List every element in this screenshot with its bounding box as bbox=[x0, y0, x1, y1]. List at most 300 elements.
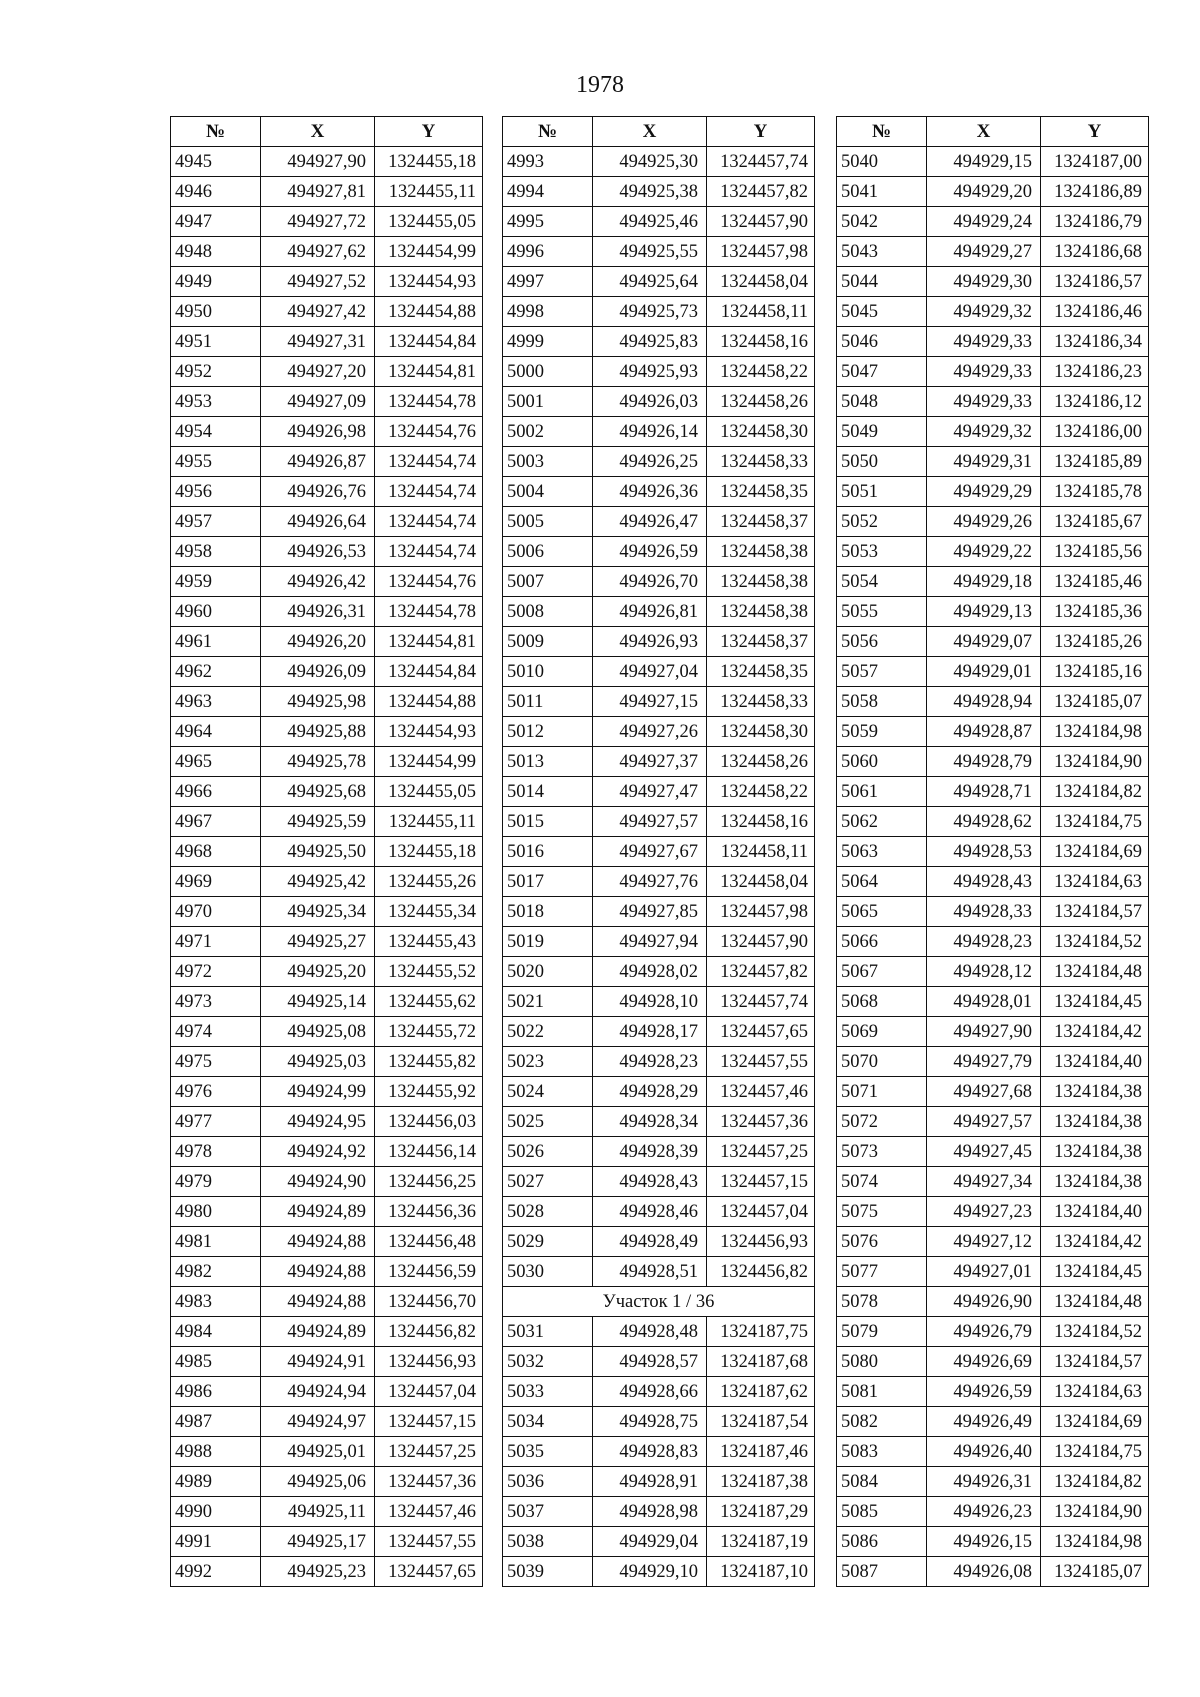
y-coordinate-cell: 1324455,72 bbox=[375, 1017, 483, 1047]
y-coordinate-cell: 1324456,48 bbox=[375, 1227, 483, 1257]
point-number-cell: 5028 bbox=[503, 1197, 593, 1227]
table-row bbox=[503, 417, 815, 447]
y-coordinate-cell: 1324457,36 bbox=[707, 1107, 815, 1137]
y-coordinate-cell: 1324186,00 bbox=[1041, 417, 1149, 447]
x-coordinate-cell: 494927,31 bbox=[261, 327, 375, 357]
point-number-cell: 4964 bbox=[171, 717, 261, 747]
x-coordinate-cell: 494925,08 bbox=[261, 1017, 375, 1047]
header-row bbox=[837, 117, 1149, 147]
point-number-cell: 5021 bbox=[503, 987, 593, 1017]
table-row bbox=[171, 507, 483, 537]
table-row bbox=[503, 777, 815, 807]
point-number-cell: 5046 bbox=[837, 327, 927, 357]
y-coordinate-cell: 1324187,75 bbox=[707, 1317, 815, 1347]
x-coordinate-cell: 494927,67 bbox=[593, 837, 707, 867]
x-coordinate-cell: 494926,03 bbox=[593, 387, 707, 417]
point-number-cell: 5087 bbox=[837, 1557, 927, 1587]
y-coordinate-cell: 1324456,82 bbox=[707, 1257, 815, 1287]
x-coordinate-cell: 494926,25 bbox=[593, 447, 707, 477]
y-coordinate-cell: 1324454,99 bbox=[375, 237, 483, 267]
table-row bbox=[503, 507, 815, 537]
y-coordinate-cell: 1324454,74 bbox=[375, 537, 483, 567]
point-number-cell: 5068 bbox=[837, 987, 927, 1017]
point-number-cell: 4953 bbox=[171, 387, 261, 417]
table-row bbox=[837, 897, 1149, 927]
point-number-cell: 5018 bbox=[503, 897, 593, 927]
y-coordinate-cell: 1324456,36 bbox=[375, 1197, 483, 1227]
y-coordinate-cell: 1324184,40 bbox=[1041, 1047, 1149, 1077]
table-row bbox=[837, 327, 1149, 357]
y-coordinate-cell: 1324455,11 bbox=[375, 807, 483, 837]
point-number-cell: 5080 bbox=[837, 1347, 927, 1377]
x-coordinate-cell: 494925,01 bbox=[261, 1437, 375, 1467]
y-coordinate-cell: 1324187,10 bbox=[707, 1557, 815, 1587]
x-coordinate-cell: 494928,43 bbox=[927, 867, 1041, 897]
point-number-cell: 5086 bbox=[837, 1527, 927, 1557]
y-coordinate-cell: 1324185,07 bbox=[1041, 1557, 1149, 1587]
x-coordinate-cell: 494926,15 bbox=[927, 1527, 1041, 1557]
point-number-cell: 5023 bbox=[503, 1047, 593, 1077]
table-row bbox=[837, 1197, 1149, 1227]
table-row bbox=[171, 1017, 483, 1047]
header-y: Y bbox=[707, 117, 815, 147]
table-row bbox=[503, 1377, 815, 1407]
point-number-cell: 4996 bbox=[503, 237, 593, 267]
point-number-cell: 5034 bbox=[503, 1407, 593, 1437]
y-coordinate-cell: 1324187,19 bbox=[707, 1527, 815, 1557]
table-row bbox=[837, 387, 1149, 417]
point-number-cell: 4976 bbox=[171, 1077, 261, 1107]
x-coordinate-cell: 494924,91 bbox=[261, 1347, 375, 1377]
table-row bbox=[171, 1287, 483, 1317]
table-row bbox=[503, 987, 815, 1017]
y-coordinate-cell: 1324457,04 bbox=[707, 1197, 815, 1227]
x-coordinate-cell: 494926,49 bbox=[927, 1407, 1041, 1437]
coordinates-table-3 bbox=[836, 116, 1149, 1587]
point-number-cell: 5001 bbox=[503, 387, 593, 417]
x-coordinate-cell: 494929,33 bbox=[927, 327, 1041, 357]
point-number-cell: 4971 bbox=[171, 927, 261, 957]
x-coordinate-cell: 494926,81 bbox=[593, 597, 707, 627]
x-coordinate-cell: 494925,34 bbox=[261, 897, 375, 927]
y-coordinate-cell: 1324456,93 bbox=[707, 1227, 815, 1257]
point-number-cell: 5067 bbox=[837, 957, 927, 987]
table-row bbox=[503, 897, 815, 927]
y-coordinate-cell: 1324458,38 bbox=[707, 567, 815, 597]
table-row bbox=[171, 987, 483, 1017]
point-number-cell: 4945 bbox=[171, 147, 261, 177]
x-coordinate-cell: 494929,13 bbox=[927, 597, 1041, 627]
table-row bbox=[171, 1227, 483, 1257]
y-coordinate-cell: 1324458,30 bbox=[707, 717, 815, 747]
y-coordinate-cell: 1324184,48 bbox=[1041, 1287, 1149, 1317]
table-row bbox=[503, 1197, 815, 1227]
point-number-cell: 5029 bbox=[503, 1227, 593, 1257]
point-number-cell: 4989 bbox=[171, 1467, 261, 1497]
point-number-cell: 4966 bbox=[171, 777, 261, 807]
y-coordinate-cell: 1324457,74 bbox=[707, 147, 815, 177]
table-row bbox=[503, 747, 815, 777]
point-number-cell: 4997 bbox=[503, 267, 593, 297]
y-coordinate-cell: 1324454,74 bbox=[375, 447, 483, 477]
x-coordinate-cell: 494929,26 bbox=[927, 507, 1041, 537]
x-coordinate-cell: 494929,31 bbox=[927, 447, 1041, 477]
point-number-cell: 5071 bbox=[837, 1077, 927, 1107]
point-number-cell: 5085 bbox=[837, 1497, 927, 1527]
x-coordinate-cell: 494924,95 bbox=[261, 1107, 375, 1137]
y-coordinate-cell: 1324184,63 bbox=[1041, 867, 1149, 897]
table-row bbox=[171, 837, 483, 867]
x-coordinate-cell: 494926,47 bbox=[593, 507, 707, 537]
point-number-cell: 4958 bbox=[171, 537, 261, 567]
point-number-cell: 5075 bbox=[837, 1197, 927, 1227]
point-number-cell: 4987 bbox=[171, 1407, 261, 1437]
x-coordinate-cell: 494928,33 bbox=[927, 897, 1041, 927]
table-row bbox=[837, 627, 1149, 657]
x-coordinate-cell: 494926,36 bbox=[593, 477, 707, 507]
table-row bbox=[503, 207, 815, 237]
point-number-cell: 5073 bbox=[837, 1137, 927, 1167]
y-coordinate-cell: 1324455,11 bbox=[375, 177, 483, 207]
point-number-cell: 5036 bbox=[503, 1467, 593, 1497]
point-number-cell: 5000 bbox=[503, 357, 593, 387]
point-number-cell: 5007 bbox=[503, 567, 593, 597]
table-row bbox=[837, 1107, 1149, 1137]
y-coordinate-cell: 1324454,78 bbox=[375, 597, 483, 627]
table-row bbox=[837, 687, 1149, 717]
table-row bbox=[837, 1467, 1149, 1497]
point-number-cell: 4988 bbox=[171, 1437, 261, 1467]
x-coordinate-cell: 494925,59 bbox=[261, 807, 375, 837]
section-row bbox=[503, 1287, 815, 1317]
y-coordinate-cell: 1324458,35 bbox=[707, 657, 815, 687]
x-coordinate-cell: 494926,69 bbox=[927, 1347, 1041, 1377]
point-number-cell: 5078 bbox=[837, 1287, 927, 1317]
x-coordinate-cell: 494924,94 bbox=[261, 1377, 375, 1407]
table-row bbox=[171, 1527, 483, 1557]
y-coordinate-cell: 1324456,82 bbox=[375, 1317, 483, 1347]
point-number-cell: 5061 bbox=[837, 777, 927, 807]
point-number-cell: 5003 bbox=[503, 447, 593, 477]
point-number-cell: 5033 bbox=[503, 1377, 593, 1407]
table-row bbox=[837, 567, 1149, 597]
x-coordinate-cell: 494927,01 bbox=[927, 1257, 1041, 1287]
point-number-cell: 4994 bbox=[503, 177, 593, 207]
table-row bbox=[837, 1227, 1149, 1257]
table-row bbox=[837, 537, 1149, 567]
x-coordinate-cell: 494926,87 bbox=[261, 447, 375, 477]
table-row bbox=[837, 477, 1149, 507]
table-row bbox=[171, 237, 483, 267]
y-coordinate-cell: 1324457,74 bbox=[707, 987, 815, 1017]
point-number-cell: 5060 bbox=[837, 747, 927, 777]
x-coordinate-cell: 494926,64 bbox=[261, 507, 375, 537]
point-number-cell: 4993 bbox=[503, 147, 593, 177]
point-number-cell: 4952 bbox=[171, 357, 261, 387]
point-number-cell: 4954 bbox=[171, 417, 261, 447]
table-row bbox=[171, 927, 483, 957]
table-row bbox=[837, 987, 1149, 1017]
x-coordinate-cell: 494927,72 bbox=[261, 207, 375, 237]
y-coordinate-cell: 1324184,69 bbox=[1041, 837, 1149, 867]
y-coordinate-cell: 1324458,22 bbox=[707, 777, 815, 807]
table-row bbox=[837, 1287, 1149, 1317]
x-coordinate-cell: 494926,70 bbox=[593, 567, 707, 597]
y-coordinate-cell: 1324454,74 bbox=[375, 507, 483, 537]
table-row bbox=[171, 1407, 483, 1437]
y-coordinate-cell: 1324186,12 bbox=[1041, 387, 1149, 417]
y-coordinate-cell: 1324454,74 bbox=[375, 477, 483, 507]
point-number-cell: 5052 bbox=[837, 507, 927, 537]
table-row bbox=[171, 717, 483, 747]
point-number-cell: 5030 bbox=[503, 1257, 593, 1287]
x-coordinate-cell: 494926,31 bbox=[927, 1467, 1041, 1497]
x-coordinate-cell: 494928,12 bbox=[927, 957, 1041, 987]
point-number-cell: 4980 bbox=[171, 1197, 261, 1227]
point-number-cell: 5047 bbox=[837, 357, 927, 387]
y-coordinate-cell: 1324457,98 bbox=[707, 237, 815, 267]
table-row bbox=[171, 1077, 483, 1107]
table-row bbox=[837, 1017, 1149, 1047]
y-coordinate-cell: 1324184,45 bbox=[1041, 987, 1149, 1017]
x-coordinate-cell: 494928,98 bbox=[593, 1497, 707, 1527]
point-number-cell: 4955 bbox=[171, 447, 261, 477]
y-coordinate-cell: 1324458,38 bbox=[707, 537, 815, 567]
x-coordinate-cell: 494928,48 bbox=[593, 1317, 707, 1347]
table-row bbox=[171, 1437, 483, 1467]
y-coordinate-cell: 1324185,16 bbox=[1041, 657, 1149, 687]
x-coordinate-cell: 494927,90 bbox=[261, 147, 375, 177]
y-coordinate-cell: 1324455,34 bbox=[375, 897, 483, 927]
table-row bbox=[837, 1377, 1149, 1407]
table-row bbox=[837, 717, 1149, 747]
point-number-cell: 5048 bbox=[837, 387, 927, 417]
x-coordinate-cell: 494928,43 bbox=[593, 1167, 707, 1197]
x-coordinate-cell: 494926,53 bbox=[261, 537, 375, 567]
x-coordinate-cell: 494927,62 bbox=[261, 237, 375, 267]
x-coordinate-cell: 494927,12 bbox=[927, 1227, 1041, 1257]
table-row bbox=[837, 507, 1149, 537]
table-row bbox=[171, 1257, 483, 1287]
table-row bbox=[171, 957, 483, 987]
x-coordinate-cell: 494928,49 bbox=[593, 1227, 707, 1257]
x-coordinate-cell: 494926,40 bbox=[927, 1437, 1041, 1467]
table-row bbox=[503, 267, 815, 297]
point-number-cell: 4991 bbox=[171, 1527, 261, 1557]
x-coordinate-cell: 494925,50 bbox=[261, 837, 375, 867]
table-row bbox=[171, 447, 483, 477]
x-coordinate-cell: 494926,59 bbox=[927, 1377, 1041, 1407]
x-coordinate-cell: 494925,20 bbox=[261, 957, 375, 987]
point-number-cell: 4998 bbox=[503, 297, 593, 327]
y-coordinate-cell: 1324457,90 bbox=[707, 927, 815, 957]
x-coordinate-cell: 494928,46 bbox=[593, 1197, 707, 1227]
table-row bbox=[503, 687, 815, 717]
point-number-cell: 5081 bbox=[837, 1377, 927, 1407]
y-coordinate-cell: 1324457,04 bbox=[375, 1377, 483, 1407]
point-number-cell: 4965 bbox=[171, 747, 261, 777]
point-number-cell: 5074 bbox=[837, 1167, 927, 1197]
table-row bbox=[171, 1467, 483, 1497]
x-coordinate-cell: 494925,17 bbox=[261, 1527, 375, 1557]
coordinates-table-2 bbox=[502, 116, 815, 1587]
y-coordinate-cell: 1324185,67 bbox=[1041, 507, 1149, 537]
x-coordinate-cell: 494924,89 bbox=[261, 1317, 375, 1347]
point-number-cell: 5082 bbox=[837, 1407, 927, 1437]
x-coordinate-cell: 494929,27 bbox=[927, 237, 1041, 267]
x-coordinate-cell: 494928,53 bbox=[927, 837, 1041, 867]
x-coordinate-cell: 494925,98 bbox=[261, 687, 375, 717]
point-number-cell: 4995 bbox=[503, 207, 593, 237]
y-coordinate-cell: 1324186,23 bbox=[1041, 357, 1149, 387]
x-coordinate-cell: 494927,81 bbox=[261, 177, 375, 207]
table-row bbox=[837, 267, 1149, 297]
table-row bbox=[837, 1527, 1149, 1557]
table-row bbox=[837, 1497, 1149, 1527]
x-coordinate-cell: 494925,42 bbox=[261, 867, 375, 897]
x-coordinate-cell: 494928,10 bbox=[593, 987, 707, 1017]
x-coordinate-cell: 494927,76 bbox=[593, 867, 707, 897]
point-number-cell: 4999 bbox=[503, 327, 593, 357]
y-coordinate-cell: 1324184,69 bbox=[1041, 1407, 1149, 1437]
x-coordinate-cell: 494928,75 bbox=[593, 1407, 707, 1437]
table-row bbox=[503, 1467, 815, 1497]
x-coordinate-cell: 494925,55 bbox=[593, 237, 707, 267]
y-coordinate-cell: 1324455,43 bbox=[375, 927, 483, 957]
point-number-cell: 5045 bbox=[837, 297, 927, 327]
point-number-cell: 5055 bbox=[837, 597, 927, 627]
header-x: X bbox=[593, 117, 707, 147]
table-row bbox=[837, 957, 1149, 987]
y-coordinate-cell: 1324184,98 bbox=[1041, 717, 1149, 747]
y-coordinate-cell: 1324458,26 bbox=[707, 387, 815, 417]
table-row bbox=[837, 777, 1149, 807]
table-row bbox=[837, 207, 1149, 237]
table-row bbox=[503, 657, 815, 687]
point-number-cell: 4968 bbox=[171, 837, 261, 867]
x-coordinate-cell: 494927,26 bbox=[593, 717, 707, 747]
table-row bbox=[171, 747, 483, 777]
point-number-cell: 5076 bbox=[837, 1227, 927, 1257]
x-coordinate-cell: 494925,68 bbox=[261, 777, 375, 807]
point-number-cell: 4973 bbox=[171, 987, 261, 1017]
y-coordinate-cell: 1324458,37 bbox=[707, 627, 815, 657]
y-coordinate-cell: 1324457,82 bbox=[707, 957, 815, 987]
point-number-cell: 4957 bbox=[171, 507, 261, 537]
y-coordinate-cell: 1324454,81 bbox=[375, 627, 483, 657]
y-coordinate-cell: 1324455,62 bbox=[375, 987, 483, 1017]
table-row bbox=[503, 1347, 815, 1377]
x-coordinate-cell: 494929,29 bbox=[927, 477, 1041, 507]
table-row bbox=[503, 1137, 815, 1167]
x-coordinate-cell: 494925,06 bbox=[261, 1467, 375, 1497]
table-row bbox=[837, 657, 1149, 687]
table-row bbox=[503, 537, 815, 567]
table-row bbox=[171, 147, 483, 177]
point-number-cell: 4986 bbox=[171, 1377, 261, 1407]
point-number-cell: 5043 bbox=[837, 237, 927, 267]
table-row bbox=[837, 417, 1149, 447]
table-row bbox=[837, 1257, 1149, 1287]
x-coordinate-cell: 494925,14 bbox=[261, 987, 375, 1017]
table-row bbox=[503, 1017, 815, 1047]
table-row bbox=[837, 1347, 1149, 1377]
x-coordinate-cell: 494928,71 bbox=[927, 777, 1041, 807]
point-number-cell: 5069 bbox=[837, 1017, 927, 1047]
x-coordinate-cell: 494929,30 bbox=[927, 267, 1041, 297]
y-coordinate-cell: 1324457,25 bbox=[375, 1437, 483, 1467]
y-coordinate-cell: 1324185,26 bbox=[1041, 627, 1149, 657]
table-row bbox=[171, 207, 483, 237]
y-coordinate-cell: 1324185,07 bbox=[1041, 687, 1149, 717]
x-coordinate-cell: 494928,17 bbox=[593, 1017, 707, 1047]
y-coordinate-cell: 1324184,75 bbox=[1041, 1437, 1149, 1467]
table-row bbox=[503, 807, 815, 837]
y-coordinate-cell: 1324458,37 bbox=[707, 507, 815, 537]
point-number-cell: 5037 bbox=[503, 1497, 593, 1527]
table-row bbox=[837, 1077, 1149, 1107]
table-row bbox=[837, 237, 1149, 267]
x-coordinate-cell: 494928,83 bbox=[593, 1437, 707, 1467]
y-coordinate-cell: 1324455,26 bbox=[375, 867, 483, 897]
x-coordinate-cell: 494926,93 bbox=[593, 627, 707, 657]
y-coordinate-cell: 1324456,25 bbox=[375, 1167, 483, 1197]
x-coordinate-cell: 494926,08 bbox=[927, 1557, 1041, 1587]
table-row bbox=[171, 537, 483, 567]
point-number-cell: 5015 bbox=[503, 807, 593, 837]
y-coordinate-cell: 1324454,99 bbox=[375, 747, 483, 777]
header-row bbox=[503, 117, 815, 147]
point-number-cell: 4974 bbox=[171, 1017, 261, 1047]
table-row bbox=[503, 1107, 815, 1137]
x-coordinate-cell: 494928,51 bbox=[593, 1257, 707, 1287]
coordinates-table-1 bbox=[170, 116, 483, 1587]
table-row bbox=[503, 1047, 815, 1077]
y-coordinate-cell: 1324454,93 bbox=[375, 717, 483, 747]
x-coordinate-cell: 494928,23 bbox=[593, 1047, 707, 1077]
point-number-cell: 5042 bbox=[837, 207, 927, 237]
table-row bbox=[503, 1557, 815, 1587]
table-row bbox=[837, 747, 1149, 777]
x-coordinate-cell: 494927,52 bbox=[261, 267, 375, 297]
x-coordinate-cell: 494924,88 bbox=[261, 1227, 375, 1257]
y-coordinate-cell: 1324184,42 bbox=[1041, 1017, 1149, 1047]
x-coordinate-cell: 494925,11 bbox=[261, 1497, 375, 1527]
y-coordinate-cell: 1324457,55 bbox=[707, 1047, 815, 1077]
y-coordinate-cell: 1324184,82 bbox=[1041, 1467, 1149, 1497]
x-coordinate-cell: 494926,23 bbox=[927, 1497, 1041, 1527]
point-number-cell: 5059 bbox=[837, 717, 927, 747]
section-label: Участок 1 / 36 bbox=[503, 1287, 815, 1317]
y-coordinate-cell: 1324457,90 bbox=[707, 207, 815, 237]
point-number-cell: 4970 bbox=[171, 897, 261, 927]
x-coordinate-cell: 494929,24 bbox=[927, 207, 1041, 237]
table-row bbox=[837, 447, 1149, 477]
point-number-cell: 5026 bbox=[503, 1137, 593, 1167]
point-number-cell: 4947 bbox=[171, 207, 261, 237]
table-row bbox=[503, 177, 815, 207]
x-coordinate-cell: 494924,88 bbox=[261, 1257, 375, 1287]
point-number-cell: 5057 bbox=[837, 657, 927, 687]
y-coordinate-cell: 1324458,35 bbox=[707, 477, 815, 507]
table-row bbox=[503, 1077, 815, 1107]
point-number-cell: 5006 bbox=[503, 537, 593, 567]
point-number-cell: 4975 bbox=[171, 1047, 261, 1077]
y-coordinate-cell: 1324457,25 bbox=[707, 1137, 815, 1167]
point-number-cell: 5050 bbox=[837, 447, 927, 477]
x-coordinate-cell: 494929,32 bbox=[927, 417, 1041, 447]
x-coordinate-cell: 494928,66 bbox=[593, 1377, 707, 1407]
